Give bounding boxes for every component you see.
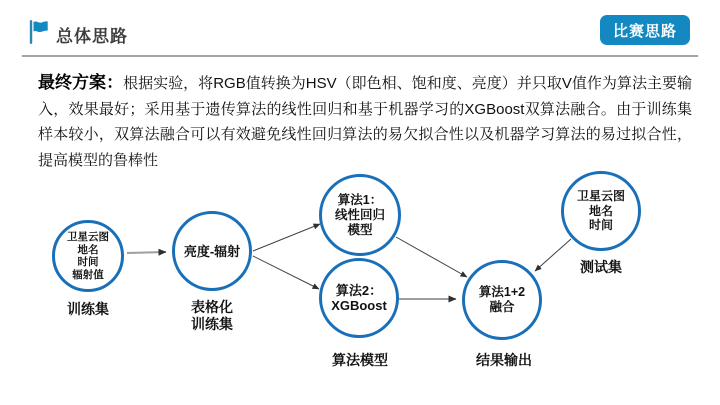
node-line: XGBoost (331, 298, 387, 313)
label-result-output (454, 352, 554, 369)
label-algorithm-model (310, 352, 410, 369)
label-tabular-training-set (172, 299, 252, 333)
label-line: 训练集 (67, 301, 109, 317)
label-training-set (48, 301, 128, 318)
node-line: 卫星云图 (67, 231, 109, 243)
node-line: 融合 (489, 300, 515, 314)
page-title: 总体思路 (56, 27, 128, 46)
node-line: 算法1+2 (478, 285, 526, 299)
node-line: 亮度-辐射 (183, 243, 241, 259)
node-algorithm-1 (319, 174, 401, 256)
edge-train-to-tabular (127, 252, 166, 253)
label-line: 表格化 (191, 299, 233, 315)
label-test-set (561, 259, 641, 276)
node-algorithm-2 (319, 258, 399, 338)
node-fusion (462, 260, 542, 340)
label-line: 算法模型 (332, 352, 388, 368)
node-line: 模型 (347, 222, 373, 237)
node-line: 时间 (588, 218, 613, 233)
label-line: 测试集 (580, 259, 622, 275)
node-line: 卫星云图 (576, 189, 625, 204)
edge-algo1-to-fusion (396, 237, 467, 277)
node-line: 辐射值 (72, 268, 104, 281)
node-tabular-training-set (172, 211, 252, 291)
node-line: 算法2： (335, 283, 383, 298)
node-line: 地名 (588, 203, 613, 218)
node-line: 地名 (77, 243, 99, 256)
topic-badge-button[interactable]: 比赛思路 (600, 15, 690, 45)
label-line: 训练集 (191, 316, 233, 332)
node-training-set (52, 220, 124, 292)
edge-tabular-to-algo2 (253, 256, 319, 289)
paragraph-lead-label: 最终方案： (38, 73, 124, 92)
node-line: 线性回归 (334, 207, 385, 222)
label-line: 结果输出 (476, 352, 532, 368)
edge-tabular-to-algo1 (253, 224, 320, 251)
paragraph-body-text: 根据实验，将RGB值转换为HSV（即色相、饱和度、亮度）并只取V值作为算法主要输入，效果最好；采用基于遗传算法的线性回归和基于机器学习的XGBoost双算法融合。由于训练集样本较小，双算法融合可以有效避免线性回归算法的易欠拟合性以及机器学习算法的易过拟合性，提高模型的鲁棒性 (38, 75, 693, 169)
node-line: 算法1： (337, 192, 383, 207)
node-line: 时间 (77, 256, 99, 268)
node-test-set (561, 171, 641, 251)
